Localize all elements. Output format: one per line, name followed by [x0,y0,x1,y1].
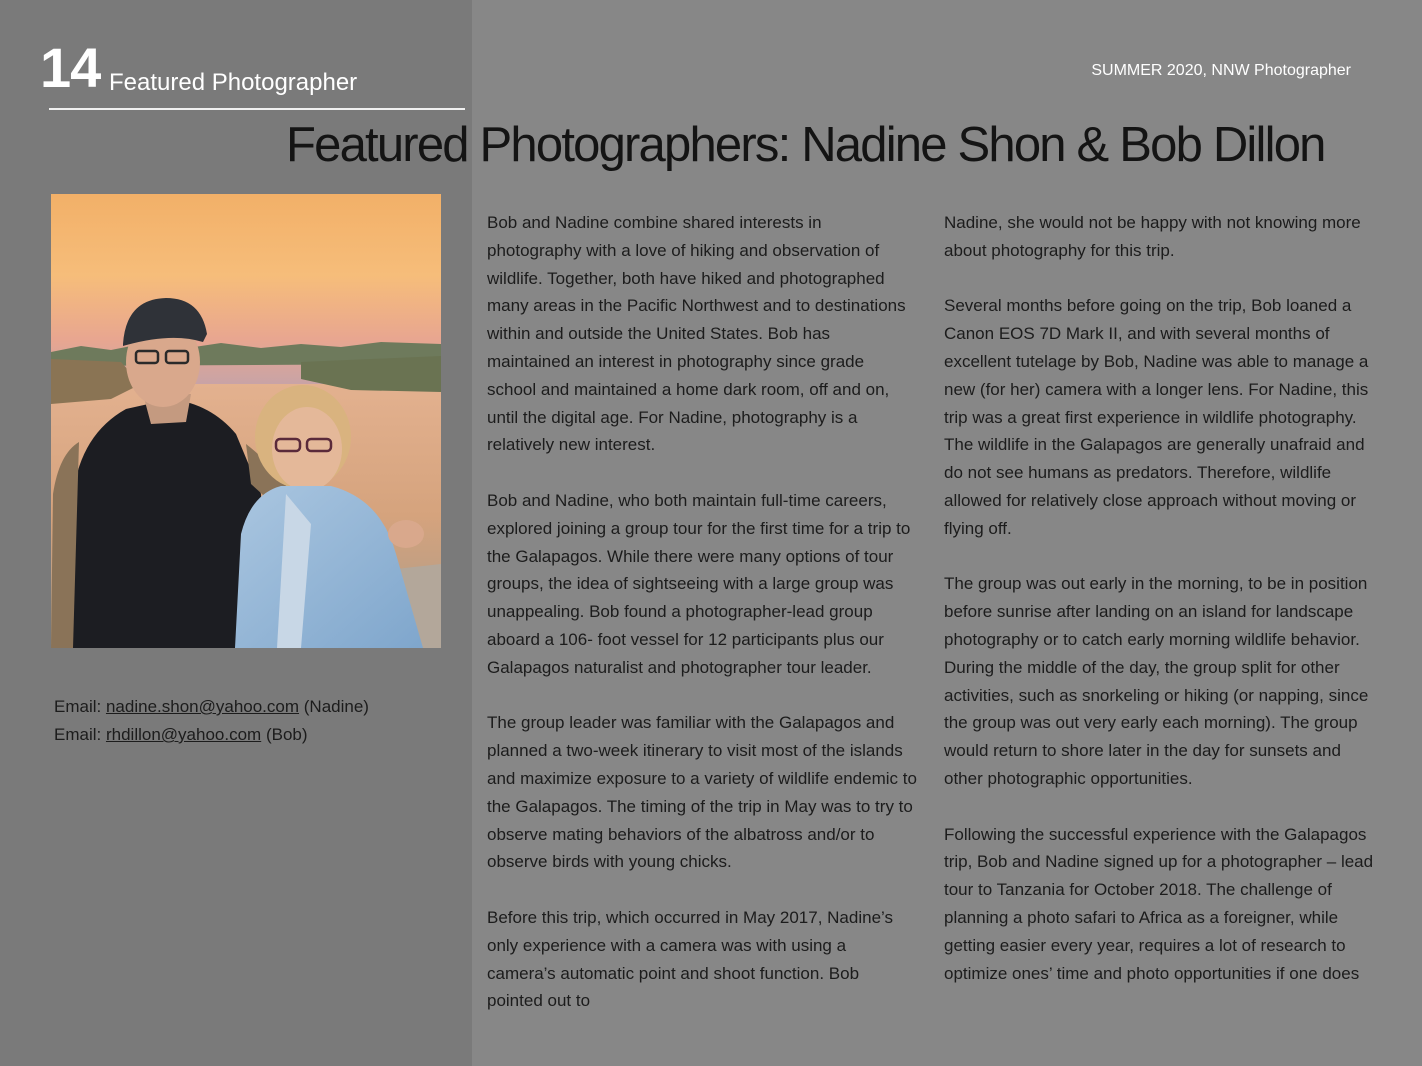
contact-name: (Bob) [265,725,308,744]
portrait-photo [51,194,441,648]
section-label: Featured Photographer [109,69,358,96]
contact-label: Email: [54,725,102,744]
article-column-2 [944,209,1374,1015]
portrait-photo-icon [51,194,441,648]
contact-label: Email: [54,697,102,716]
paragraph: Before this trip, which occurred in May 2017, Nadine’s only experience with a camera was with using a camera’s automatic point and shoot function. Bob pointed out to [487,907,893,1011]
contact-list [54,693,369,749]
paragraph: The group leader was familiar with the Galapagos and planned a two-week itinerary to visit most of the islands and maximize exposure to a variety of wildlife endemic to the Galapagos. The timing of the trip in May was to try to observe mating behaviors of the albatross and/or to observe birds with young chicks. [487,713,917,872]
article-title: Featured Photographers: Nadine Shon & Bob Dillon [286,118,1325,172]
paragraph: Several months before going on the trip, Bob loaned a Canon EOS 7D Mark II, and with several months of excellent tutelage by Bob, Nadine was able to manage a new (for her) camera with a longer lens. For Nadine, this trip was a great first experience in wildlife photography. The wildlife in the Galapagos are generally unafraid and do not see humans as predators. Therefore, wildlife allowed for relatively close approach without moving or flying off. [944,296,1369,538]
contact-nadine [54,693,369,721]
page-number: 14 [40,36,101,99]
paragraph: Nadine, she would not be happy with not knowing more about photography for this trip. [944,213,1361,260]
paragraph: The group was out early in the morning, to be in position before sunrise after landing on an island for landscape photography or to catch early morning wildlife behavior. During the middle of the day, the group split for other activities, such as snorkeling or hiking (or napping, since the group was out very early each morning). The group would return to shore later in the day for sunsets and other photographic opportunities. [944,574,1369,788]
bob-email-link[interactable]: rhdillon@yahoo.com [105,725,262,744]
paragraph: Bob and Nadine combine shared interests in photography with a love of hiking and observation of wildlife. Together, both have hiked and photographed many areas in the Pacific Northwest and to destinations within and outside the United States. Bob has maintained an interest in photography since grade school and maintained a home dark room, off and on, until the digital age. For Nadine, photography is a relatively new interest. [487,213,906,455]
nadine-email-link[interactable]: nadine.shon@yahoo.com [105,697,300,716]
header-divider [49,108,465,110]
issue-info: SUMMER 2020, NNW Photographer [1091,62,1351,79]
contact-bob [54,721,369,749]
paragraph: Bob and Nadine, who both maintain full-time careers, explored joining a group tour for the first time for a trip to the Galapagos. While there were many options of tour groups, the idea of sightseeing with a large group was unappealing. Bob found a photographer-lead group aboard a 106- foot vessel for 12 participants plus our Galapagos naturalist and photographer tour leader. [487,490,911,677]
contact-name: (Nadine) [303,697,369,716]
article-column-1 [487,209,917,1043]
paragraph: Following the successful experience with the Galapagos trip, Bob and Nadine signed up for a photographer – lead tour to Tanzania for October 2018. The challenge of planning a photo safari to Africa as a foreigner, while getting easier every year, requires a lot of research to optimize ones’ time and photo opportunities if one does [944,824,1374,983]
